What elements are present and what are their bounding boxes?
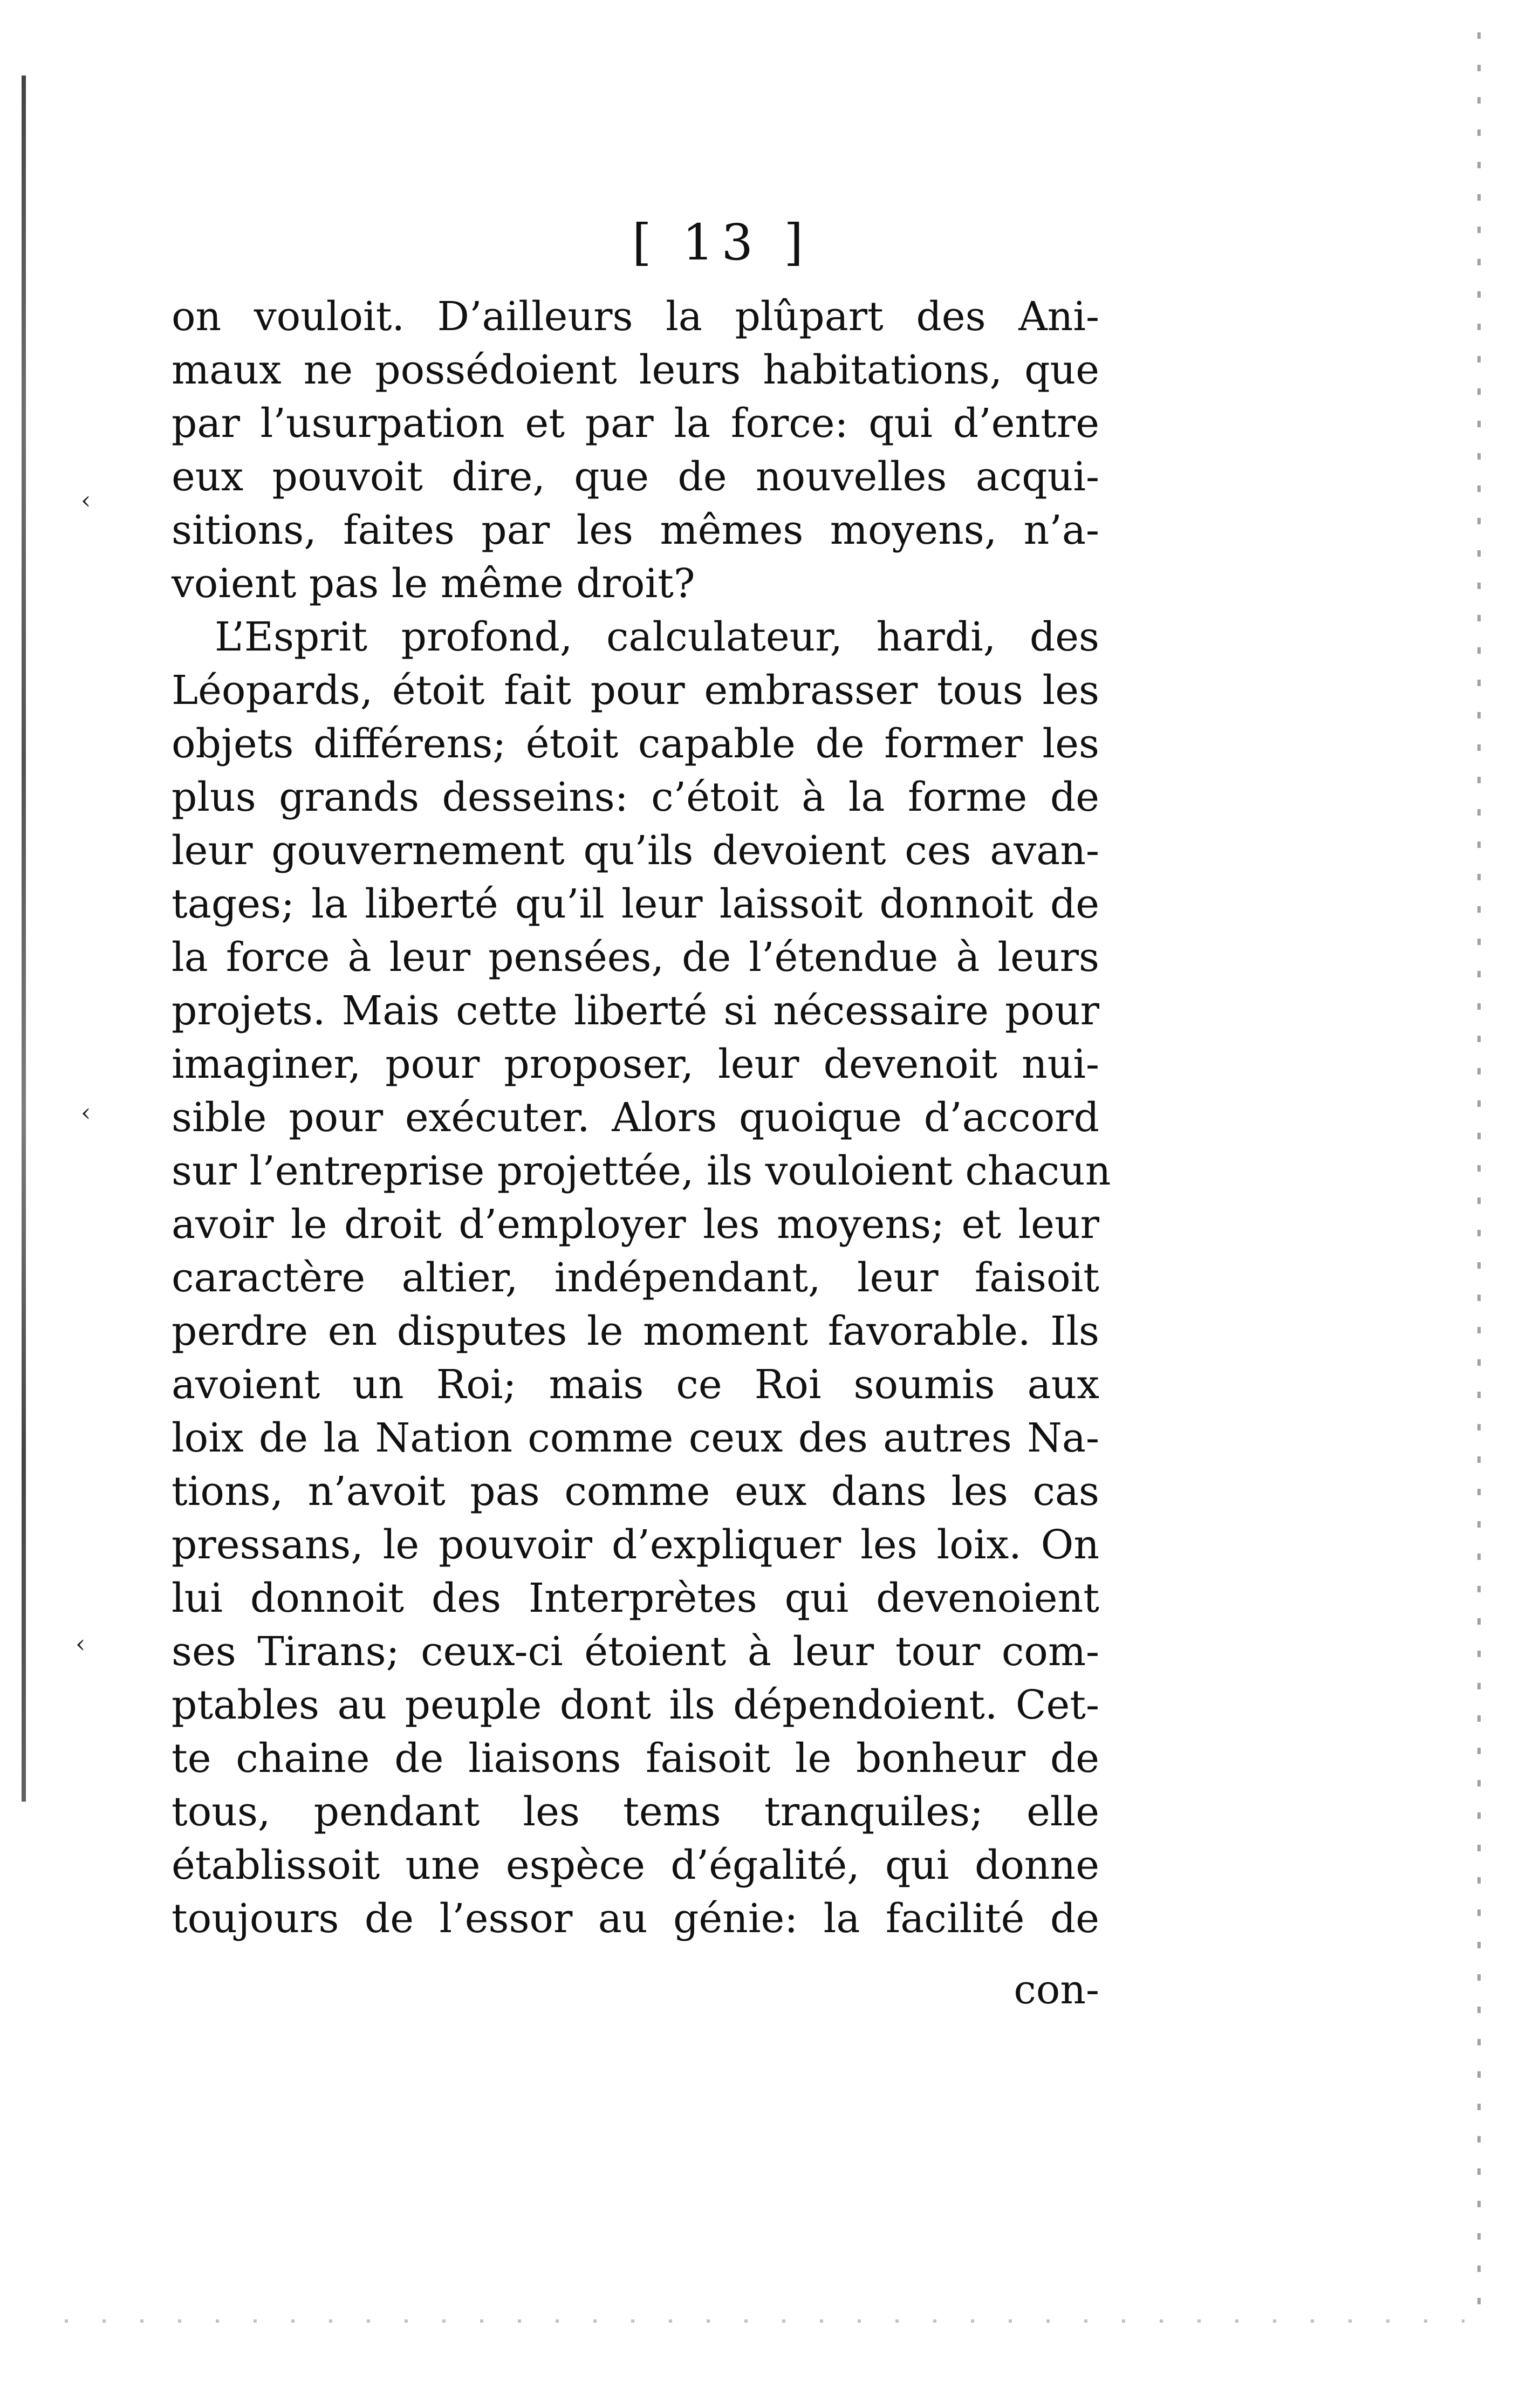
page-bottom-specks <box>65 2319 1464 2323</box>
text-line: on vouloit. D’ailleurs la plûpart des Ani- <box>172 293 1099 340</box>
page-number: [ 13 ] <box>632 214 811 271</box>
text-line: tions, n’avoit pas comme eux dans les cas <box>172 1468 1099 1515</box>
text-line: caractère altier, indépendant, leur faisoit <box>172 1255 1099 1301</box>
text-line: leur gouvernement qu’ils devoient ces avan- <box>172 827 1099 874</box>
margin-mark-icon: ‹ <box>76 1629 86 1658</box>
catchword: con- <box>1014 1967 1099 2013</box>
text-line: eux pouvoit dire, que de nouvelles acqui- <box>172 454 1099 500</box>
text-line: sur l’entreprise projettée, ils vouloient chacun <box>172 1148 1111 1194</box>
text-line: imaginer, pour proposer, leur devenoit nui- <box>172 1041 1099 1087</box>
text-line: la force à leur pensées, de l’étendue à leurs <box>172 934 1099 981</box>
text-line: plus grands desseins: c’étoit à la forme de <box>172 774 1099 820</box>
text-line: objets différens; étoit capable de former les <box>172 721 1099 767</box>
text-line: L’Esprit profond, calculateur, hardi, des <box>215 614 1099 660</box>
text-line: Léopards, étoit fait pour embrasser tous les <box>172 667 1099 714</box>
body-text <box>172 290 1111 1946</box>
margin-mark-icon: ‹ <box>81 485 91 515</box>
text-line: te chaine de liaisons faisoit le bonheur de <box>172 1735 1099 1782</box>
margin-mark-icon: ‹ <box>81 1098 91 1127</box>
text-line: perdre en disputes le moment favorable. Ils <box>172 1308 1099 1354</box>
text-line: avoient un Roi; mais ce Roi soumis aux <box>172 1361 1099 1408</box>
text-line: maux ne possédoient leurs habitations, que <box>172 347 1099 393</box>
text-line: ptables au peuple dont ils dépendoient. Cet- <box>172 1682 1099 1728</box>
text-line: lui donnoit des Interprètes qui devenoient <box>172 1575 1099 1621</box>
text-line: avoir le droit d’employer les moyens; et leur <box>172 1201 1099 1248</box>
text-line: par l’usurpation et par la force: qui d’entre <box>172 400 1099 447</box>
text-line: sible pour exécuter. Alors quoique d’accord <box>172 1094 1099 1141</box>
text-line: projets. Mais cette liberté si nécessaire pour <box>172 988 1099 1034</box>
page-edge-shadow-right <box>1477 32 1481 2325</box>
page-edge-shadow-left <box>22 76 26 1802</box>
text-line: ses Tirans; ceux-ci étoient à leur tour com- <box>172 1628 1099 1675</box>
text-line: loix de la Nation comme ceux des autres Na- <box>172 1415 1099 1461</box>
text-line: voient pas le même droit? <box>172 560 695 607</box>
text-line: pressans, le pouvoir d’expliquer les loix. On <box>172 1522 1099 1568</box>
text-line: tous, pendant les tems tranquiles; elle <box>172 1789 1099 1835</box>
text-line: tages; la liberté qu’il leur laissoit donnoit de <box>172 881 1099 927</box>
text-line: sitions, faites par les mêmes moyens, n’a- <box>172 507 1099 553</box>
text-line: toujours de l’essor au génie: la facilité de <box>172 1895 1099 1942</box>
text-line: établissoit une espèce d’égalité, qui donne <box>172 1842 1099 1888</box>
